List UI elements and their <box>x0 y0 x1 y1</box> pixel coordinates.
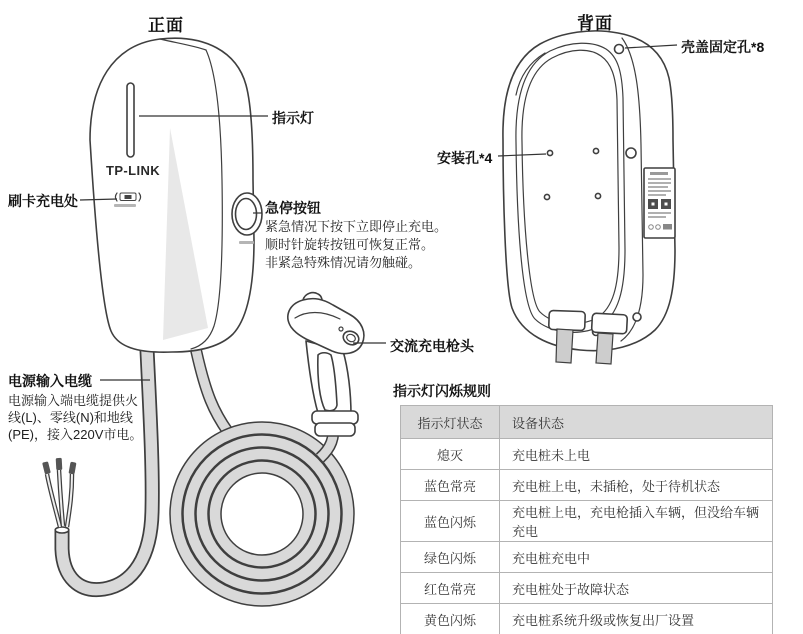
device-status-cell: 充电桩上电，充电枪插入车辆，但没给车辆充电 <box>500 501 773 542</box>
table-row <box>401 542 773 573</box>
table-row <box>401 470 773 501</box>
indicator-rules-table <box>400 405 773 634</box>
table-row <box>401 573 773 604</box>
back-view-title: 背面 <box>577 14 613 33</box>
emergency-stop-description <box>265 218 447 272</box>
cover-fixing-holes-label: 壳盖固定孔*8 <box>681 39 765 55</box>
indicator-status-cell: 绿色闪烁 <box>401 542 500 573</box>
charging-gun-illustration <box>288 293 364 436</box>
indicator-status-cell: 蓝色闪烁 <box>401 501 500 542</box>
charger-front-body <box>90 38 262 352</box>
indicator-light-label: 指示灯 <box>272 110 314 126</box>
device-status-cell: 充电桩系统升级或恢复出厂设置 <box>500 604 773 634</box>
mounting-holes-label: 安装孔*4 <box>437 150 493 166</box>
power-desc-line: 线(L)、零线(N)和地线 <box>8 410 133 425</box>
device-status-cell: 充电桩处于故障状态 <box>500 573 773 604</box>
indicator-rules-title: 指示灯闪烁规则 <box>393 383 491 399</box>
device-status-cell: 充电桩上电，未插枪，处于待机状态 <box>500 470 773 501</box>
power-desc-line: (PE)，接入220V市电。 <box>8 427 143 442</box>
power-cable-description <box>8 392 142 443</box>
estop-desc-line: 非紧急特殊情况请勿触碰。 <box>265 255 422 270</box>
device-status-cell: 充电桩充电中 <box>500 542 773 573</box>
estop-desc-line: 顺时针旋转按钮可恢复正常。 <box>265 237 435 252</box>
table-header-indicator-status: 指示灯状态 <box>401 406 500 439</box>
table-row <box>401 439 773 470</box>
card-charging-area-label: 刷卡充电处 <box>8 193 78 209</box>
charging-gun-label: 交流充电枪头 <box>390 338 474 354</box>
indicator-status-cell: 蓝色常亮 <box>401 470 500 501</box>
front-view-title: 正面 <box>148 16 184 35</box>
indicator-status-cell: 黄色闪烁 <box>401 604 500 634</box>
stripped-wires <box>42 458 76 527</box>
product-label-sticker <box>644 168 675 238</box>
power-desc-line: 电源输入端电缆提供火 <box>8 393 139 408</box>
table-row <box>401 604 773 634</box>
table-header-device-status: 设备状态 <box>500 406 773 439</box>
emergency-stop-label: 急停按钮 <box>265 200 321 216</box>
device-status-cell: 充电桩未上电 <box>500 439 773 470</box>
power-cable-label: 电源输入电缆 <box>8 373 92 389</box>
table-row <box>401 501 773 542</box>
table-header-row <box>401 406 773 439</box>
indicator-status-cell: 熄灭 <box>401 439 500 470</box>
brand-logo: TP-LINK <box>106 163 161 178</box>
charger-back-body <box>503 31 675 364</box>
indicator-light-slot <box>127 83 134 157</box>
estop-desc-line: 紧急情况下按下立即停止充电。 <box>265 219 448 234</box>
indicator-status-cell: 红色常亮 <box>401 573 500 604</box>
